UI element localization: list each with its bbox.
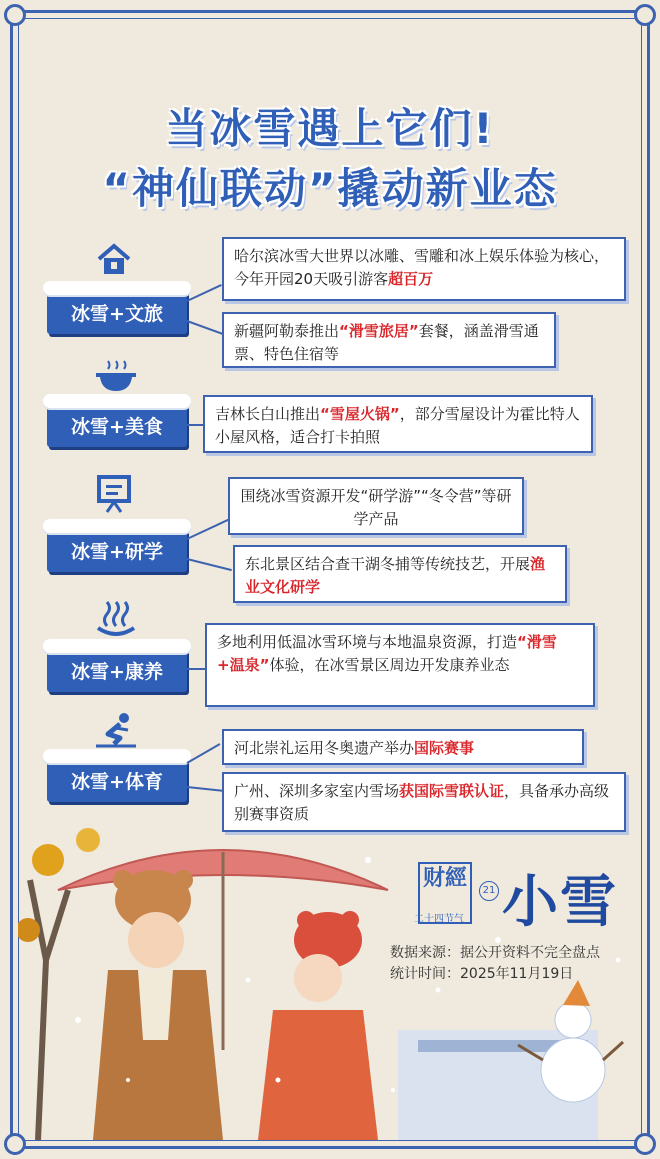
bear-ear — [173, 870, 193, 890]
snow-cap — [43, 519, 191, 533]
autumn-leaves — [76, 828, 100, 852]
info-box: 围绕冰雪资源开发“研学游”“冬令营”等研学产品 — [228, 477, 524, 535]
solar-term-name: 小雪 — [502, 870, 618, 935]
snow-cap — [43, 749, 191, 763]
corner-ornament — [634, 4, 656, 26]
stat-date: 统计时间：2025年11月19日 — [390, 966, 574, 982]
tag-sports: 冰雪+体育 — [47, 758, 187, 802]
info-box: 广州、深圳多家室内雪场获国际雪联认证，具备承办高级别赛事资质 — [222, 772, 626, 832]
page-subtitle: “神仙联动”撬动新业态 — [102, 164, 558, 213]
snowman-hat — [563, 980, 590, 1006]
page-title: 当冰雪遇上它们! — [165, 104, 495, 153]
info-box: 新疆阿勒泰推出“滑雪旅居”套餐，涵盖滑雪通票、特色住宿等 — [222, 312, 556, 368]
snowman-body — [541, 1038, 605, 1102]
hot-spring-icon — [94, 600, 138, 640]
tag-food: 冰雪+美食 — [47, 403, 187, 447]
man-face — [128, 912, 184, 968]
couple-umbrella-illustration — [18, 820, 642, 1140]
snow-cap — [43, 639, 191, 653]
info-box: 河北崇礼运用冬奥遗产举办国际赛事 — [222, 729, 584, 765]
info-box: 多地利用低温冰雪环境与本地温泉资源，打造“滑雪+温泉”体验，在冰雪景区周边开发康养业态 — [205, 623, 595, 707]
woman-face — [294, 954, 342, 1002]
snow-cap — [43, 394, 191, 408]
woman-coat — [258, 1010, 378, 1140]
data-source: 数据来源：据公开资料不完全盘点 — [390, 945, 600, 961]
house-icon — [96, 242, 132, 278]
snow-cap — [43, 281, 191, 295]
info-box: 哈尔滨冰雪大世界以冰雕、雪雕和冰上娱乐体验为核心，今年开园20天吸引游客超百万 — [222, 237, 626, 301]
bear-ear — [113, 870, 133, 890]
info-box: 吉林长白山推出“雪屋火锅”，部分雪屋设计为霍比特人小屋风格，适合打卡拍照 — [203, 395, 593, 453]
info-box: 东北景区结合查干湖冬捕等传统技艺，开展渔业文化研学 — [233, 545, 567, 603]
term-number-badge: 21 — [479, 881, 499, 901]
corner-ornament — [4, 4, 26, 26]
caijing-logo: 财經 — [418, 862, 472, 924]
man-sweater — [138, 970, 173, 1040]
autumn-leaves — [32, 844, 64, 876]
solar-terms-label: 二十四节气 — [414, 914, 464, 925]
tag-wellness: 冰雪+康养 — [47, 648, 187, 692]
connector-line — [187, 668, 207, 670]
hat-ear — [341, 911, 359, 929]
hotpot-icon — [94, 357, 138, 397]
snowman-head — [555, 1002, 591, 1038]
tree-trunk — [30, 880, 68, 1140]
blackboard-icon — [96, 474, 132, 516]
skier-icon — [94, 712, 138, 752]
hat-ear — [297, 911, 315, 929]
tag-culture-tourism: 冰雪+文旅 — [47, 290, 187, 334]
tag-study-tour: 冰雪+研学 — [47, 528, 187, 572]
